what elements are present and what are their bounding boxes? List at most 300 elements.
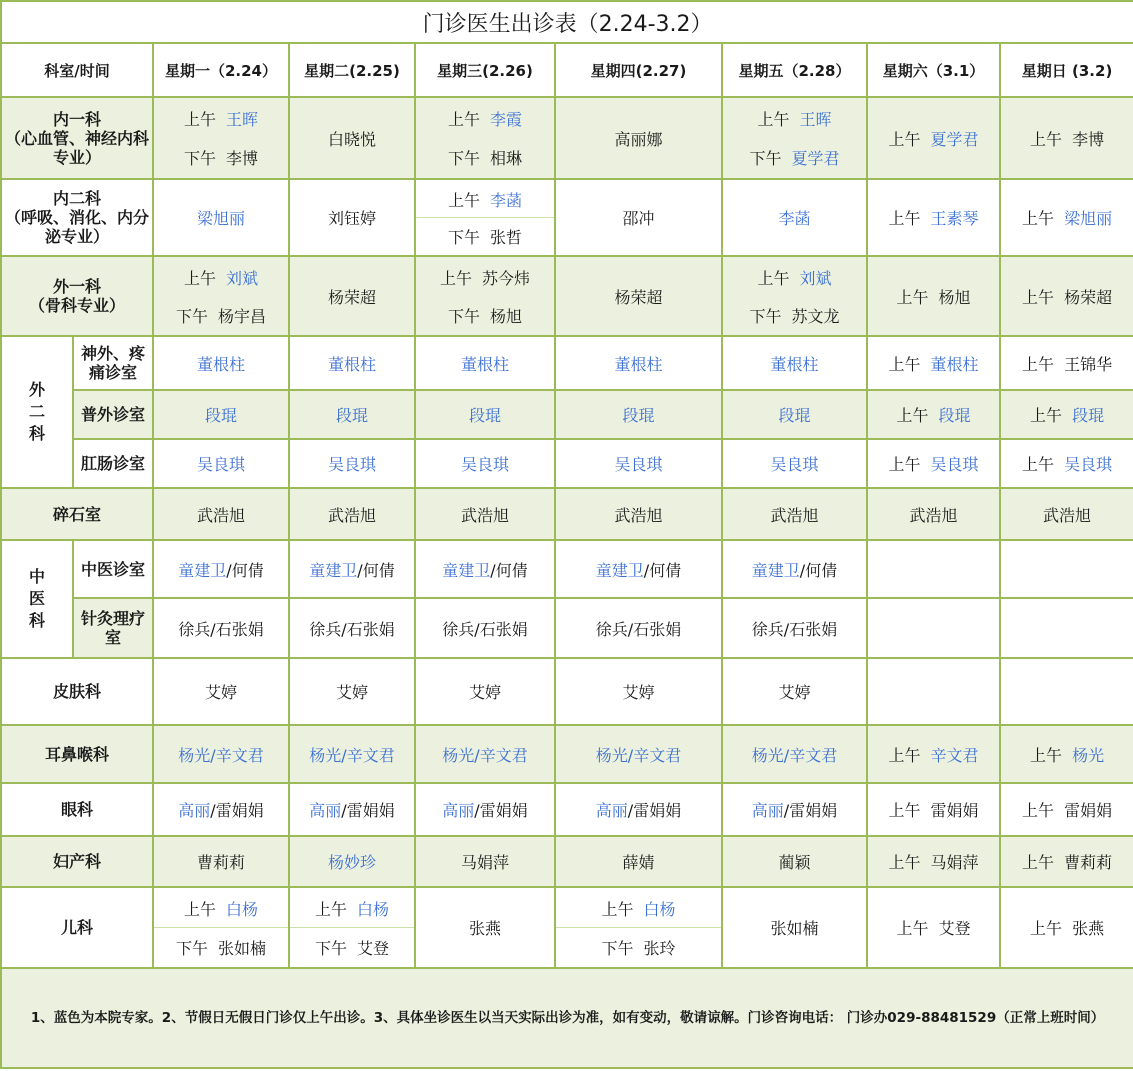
doctor-name: 吴良琪 — [770, 455, 819, 474]
pm-label: 下午 — [601, 938, 634, 958]
doctor-name: 何倩 — [805, 560, 838, 580]
doctor-name: 曹莉莉 — [196, 853, 245, 872]
cell-shenwai-sat — [867, 336, 1000, 390]
am-label: 上午 — [447, 190, 480, 210]
cell-erbi-sun — [1000, 725, 1133, 783]
doctor-name: 雷娟娟 — [789, 801, 838, 820]
doctor-name: 白杨 — [226, 899, 259, 919]
doctor-name: 张哲 — [490, 227, 523, 247]
cell-er-thu — [555, 887, 722, 968]
doctor-name: 段琨 — [1072, 406, 1105, 425]
cell-zhenjiu-sun — [1000, 598, 1133, 658]
cell-yan-fri — [722, 783, 867, 836]
dept-label: 内二科 （呼吸、消化、内分泌专业） — [4, 189, 149, 246]
doctor-name: 何倩 — [495, 560, 528, 580]
dept-wai1 — [1, 256, 153, 336]
cell-erbi-sat — [867, 725, 1000, 783]
cell-zhenjiu-sat — [867, 598, 1000, 658]
doctor-name: 李菡 — [490, 190, 523, 210]
cell-erbi-tue — [289, 725, 415, 783]
cell-yan-sat — [867, 783, 1000, 836]
doctor-name: 辛文君 — [346, 745, 395, 765]
row-wai2-gangchang — [1, 439, 1133, 488]
doctor-name: 董根柱 — [930, 354, 979, 374]
am-label: 上午 — [1022, 287, 1055, 307]
cell-suishi-sat: 武浩旭 — [867, 488, 1000, 540]
cell-puwai-mon — [153, 390, 289, 439]
dept-yan: 眼科 — [1, 783, 153, 836]
row-zhongyi-zhenjiu — [1, 598, 1133, 658]
dept-pifu: 皮肤科 — [1, 658, 153, 725]
cell-wai1-tue — [289, 256, 415, 336]
cell-pifu-thu: 艾婷 — [555, 658, 722, 725]
cell-gangchang-mon — [153, 439, 289, 488]
sub-shenwai: 神外、疼痛诊室 — [73, 336, 153, 390]
header-dept-time: 科室/时间 — [1, 43, 153, 97]
doctor-name: 童建卫 — [309, 560, 358, 580]
doctor-name: 张燕 — [468, 919, 501, 938]
doctor-name: 童建卫 — [178, 560, 227, 580]
row-wai1 — [1, 256, 1133, 336]
doctor-name: 董根柱 — [614, 354, 663, 374]
doctor-name: 辛文君 — [633, 745, 682, 765]
slash: / — [490, 560, 496, 580]
dept-label: 内一科 （心血管、神经内科专业） — [4, 109, 149, 167]
cell-nei2-fri — [722, 179, 867, 256]
cell-fuchan-thu — [555, 836, 722, 887]
cell-gangchang-wed — [415, 439, 555, 488]
cell-suishi-sun: 武浩旭 — [1000, 488, 1133, 540]
row-er — [1, 887, 1133, 968]
row-wai2-shenwai — [1, 336, 1133, 390]
cell-pifu-sat — [867, 658, 1000, 725]
am-label: 上午 — [888, 354, 921, 374]
row-zhongyi-zhenshi — [1, 540, 1133, 598]
slash: / — [799, 560, 806, 580]
cell-suishi-thu: 武浩旭 — [555, 488, 722, 540]
cell-shenwai-mon — [153, 336, 289, 390]
cell-gangchang-fri — [722, 439, 867, 488]
doctor-name: 雷娟娟 — [930, 801, 979, 820]
cell-wai1-mon — [153, 256, 289, 336]
cell-puwai-sat — [867, 390, 1000, 439]
row-nei2 — [1, 179, 1133, 256]
am-label: 上午 — [896, 919, 929, 938]
dept-nei2 — [1, 179, 153, 256]
cell-er-sat — [867, 887, 1000, 968]
am-label: 上午 — [888, 745, 921, 765]
doctor-name: 杨光 — [309, 745, 342, 765]
cell-nei1-thu — [555, 97, 722, 179]
slash: / — [341, 745, 347, 765]
doctor-name: 王素琴 — [930, 209, 979, 228]
doctor-name: 夏学君 — [791, 149, 840, 168]
doctor-name: 高丽娜 — [614, 129, 663, 149]
cell-gangchang-thu — [555, 439, 722, 488]
slash: / — [341, 801, 347, 820]
pm-label: 下午 — [314, 938, 347, 958]
doctor-name: 高丽 — [309, 801, 342, 820]
row-suishi — [1, 488, 1133, 540]
cell-shenwai-fri — [722, 336, 867, 390]
doctor-name: 杨荣超 — [327, 287, 376, 307]
doctor-name: 刘钰婷 — [327, 209, 376, 228]
doctor-name: 童建卫 — [751, 560, 800, 580]
pm-label: 下午 — [447, 227, 480, 247]
cell-nei1-wed — [415, 97, 555, 179]
am-label: 上午 — [447, 110, 480, 129]
doctor-name: 艾登 — [938, 919, 971, 938]
slash: / — [357, 560, 363, 580]
doctor-name: 夏学君 — [930, 129, 979, 149]
doctor-name: 梁旭丽 — [1064, 209, 1113, 228]
cell-yan-wed — [415, 783, 555, 836]
cell-nei1-sat — [867, 97, 1000, 179]
cell-nei1-fri — [722, 97, 867, 179]
row-pifu — [1, 658, 1133, 725]
dept-erbi: 耳鼻喉科 — [1, 725, 153, 783]
am-label: 上午 — [1022, 801, 1055, 820]
doctor-name: 马娟萍 — [930, 853, 979, 872]
doctor-name: 辛文君 — [479, 745, 528, 765]
doctor-name: 杨旭 — [938, 287, 971, 307]
doctor-name: 石张娟 — [346, 619, 395, 639]
pm-label: 下午 — [183, 149, 216, 168]
cell-nei2-tue — [289, 179, 415, 256]
cell-zhenshi-wed — [415, 540, 555, 598]
dept-fuchan: 妇产科 — [1, 836, 153, 887]
doctor-name: 艾登 — [357, 938, 390, 958]
doctor-name: 吴良琪 — [196, 455, 245, 474]
cell-suishi-fri: 武浩旭 — [722, 488, 867, 540]
cell-suishi-wed: 武浩旭 — [415, 488, 555, 540]
cell-fuchan-mon — [153, 836, 289, 887]
doctor-name: 徐兵 — [595, 619, 628, 639]
cell-yan-sun — [1000, 783, 1133, 836]
header-day-wed: 星期三(2.26) — [415, 43, 555, 97]
cell-puwai-sun — [1000, 390, 1133, 439]
cell-fuchan-tue — [289, 836, 415, 887]
doctor-name: 邵冲 — [622, 209, 655, 228]
doctor-name: 杨光 — [1072, 745, 1105, 765]
doctor-name: 吴良琪 — [614, 455, 663, 474]
doctor-name: 刘斌 — [799, 268, 832, 288]
cell-zhenjiu-mon — [153, 598, 289, 658]
am-label: 上午 — [896, 406, 929, 425]
doctor-name: 杨妙珍 — [327, 853, 376, 872]
cell-wai1-sat — [867, 256, 1000, 336]
row-wai2-puwai — [1, 390, 1133, 439]
header-day-sat: 星期六（3.1） — [867, 43, 1000, 97]
cell-zhenjiu-fri — [722, 598, 867, 658]
cell-fuchan-sat — [867, 836, 1000, 887]
cell-nei2-sun — [1000, 179, 1133, 256]
doctor-name: 何倩 — [231, 560, 264, 580]
doctor-name: 段琨 — [335, 406, 368, 425]
cell-yan-thu — [555, 783, 722, 836]
cell-nei2-mon — [153, 179, 289, 256]
am-label: 上午 — [1022, 455, 1055, 474]
doctor-name: 白杨 — [643, 899, 676, 919]
cell-zhenshi-fri — [722, 540, 867, 598]
doctor-name: 石张娟 — [633, 619, 682, 639]
pm-label: 下午 — [447, 149, 480, 168]
pm-label: 下午 — [749, 306, 782, 326]
doctor-name: 董根柱 — [770, 354, 819, 374]
row-erbi — [1, 725, 1133, 783]
sub-puwai: 普外诊室 — [73, 390, 153, 439]
doctor-name: 吴良琪 — [327, 455, 376, 474]
cell-erbi-mon — [153, 725, 289, 783]
doctor-name: 董根柱 — [196, 354, 245, 374]
header-day-sun: 星期日 (3.2) — [1000, 43, 1133, 97]
cell-erbi-fri — [722, 725, 867, 783]
slash: / — [210, 619, 216, 639]
doctor-name: 曹莉莉 — [1064, 853, 1113, 872]
doctor-name: 徐兵 — [309, 619, 342, 639]
am-label: 上午 — [314, 899, 347, 919]
dept-suishi: 碎石室 — [1, 488, 153, 540]
doctor-name: 徐兵 — [442, 619, 475, 639]
cell-fuchan-sun — [1000, 836, 1133, 887]
doctor-name: 辛文君 — [930, 745, 979, 765]
cell-fuchan-wed — [415, 836, 555, 887]
cell-zhenjiu-wed — [415, 598, 555, 658]
dept-label-vertical: 中医科 — [29, 567, 46, 630]
cell-pifu-sun — [1000, 658, 1133, 725]
doctor-name: 段琨 — [622, 406, 655, 425]
cell-zhenshi-tue — [289, 540, 415, 598]
pm-label: 下午 — [175, 306, 208, 326]
cell-zhenjiu-thu — [555, 598, 722, 658]
am-label: 上午 — [1030, 919, 1063, 938]
doctor-name: 苏今炜 — [482, 268, 531, 288]
doctor-name: 高丽 — [178, 801, 211, 820]
cell-zhenjiu-tue — [289, 598, 415, 658]
doctor-name: 段琨 — [468, 406, 501, 425]
am-label: 上午 — [1022, 354, 1055, 374]
sub-zhenjiu: 针灸理疗室 — [73, 598, 153, 658]
cell-shenwai-wed — [415, 336, 555, 390]
doctor-name: 杨宇昌 — [218, 306, 267, 326]
cell-shenwai-thu — [555, 336, 722, 390]
row-yan — [1, 783, 1133, 836]
am-label: 上午 — [439, 268, 472, 288]
cell-nei2-thu — [555, 179, 722, 256]
cell-zhenshi-sat — [867, 540, 1000, 598]
dept-nei1 — [1, 97, 153, 179]
doctor-name: 杨荣超 — [614, 287, 663, 307]
am-label: 上午 — [183, 899, 216, 919]
header-day-thu: 星期四(2.27) — [555, 43, 722, 97]
cell-wai1-thu — [555, 256, 722, 336]
slash: / — [783, 801, 790, 820]
doctor-name: 李菡 — [778, 209, 811, 228]
am-label: 上午 — [757, 110, 790, 129]
dept-zhongyi — [1, 540, 73, 658]
dept-wai2 — [1, 336, 73, 488]
doctor-name: 杨旭 — [490, 306, 523, 326]
cell-shenwai-sun — [1000, 336, 1133, 390]
cell-suishi-mon: 武浩旭 — [153, 488, 289, 540]
doctor-name: 徐兵 — [751, 619, 784, 639]
sub-gangchang: 肛肠诊室 — [73, 439, 153, 488]
doctor-name: 梁旭丽 — [196, 209, 245, 228]
pm-label: 下午 — [749, 149, 782, 168]
row-nei1 — [1, 97, 1133, 179]
doctor-name: 董根柱 — [460, 354, 509, 374]
cell-gangchang-tue — [289, 439, 415, 488]
pm-label: 下午 — [175, 938, 208, 958]
slash: / — [643, 560, 650, 580]
doctor-name: 相琳 — [490, 149, 523, 168]
am-label: 上午 — [896, 287, 929, 307]
cell-nei1-sun — [1000, 97, 1133, 179]
doctor-name: 董根柱 — [327, 354, 376, 374]
cell-wai1-fri — [722, 256, 867, 336]
am-label: 上午 — [183, 110, 216, 129]
doctor-name: 徐兵 — [178, 619, 211, 639]
cell-puwai-thu — [555, 390, 722, 439]
dept-er: 儿科 — [1, 887, 153, 968]
doctor-name: 辛文君 — [789, 745, 838, 765]
doctor-name: 石张娟 — [215, 619, 264, 639]
doctor-name: 段琨 — [778, 406, 811, 425]
doctor-name: 白杨 — [357, 899, 390, 919]
am-label: 上午 — [888, 209, 921, 228]
sub-zhongyi-zhenshi: 中医诊室 — [73, 540, 153, 598]
header-day-tue: 星期二(2.25) — [289, 43, 415, 97]
doctor-name: 雷娟娟 — [1064, 801, 1113, 820]
slash: / — [627, 745, 634, 765]
am-label: 上午 — [1022, 209, 1055, 228]
cell-wai1-sun — [1000, 256, 1133, 336]
cell-pifu-fri: 艾婷 — [722, 658, 867, 725]
doctor-name: 杨光 — [751, 745, 784, 765]
cell-gangchang-sat — [867, 439, 1000, 488]
doctor-name: 王晖 — [799, 110, 832, 129]
doctor-name: 石张娟 — [789, 619, 838, 639]
doctor-name: 李博 — [1072, 129, 1105, 149]
slash: / — [474, 801, 480, 820]
am-label: 上午 — [888, 801, 921, 820]
cell-zhenshi-sun — [1000, 540, 1133, 598]
cell-zhenshi-mon — [153, 540, 289, 598]
doctor-name: 白晓悦 — [327, 129, 376, 149]
slash: / — [210, 745, 216, 765]
doctor-name: 刘斌 — [226, 268, 259, 288]
dept-label-vertical: 外二科 — [29, 380, 46, 443]
slash: / — [474, 619, 480, 639]
cell-zhenshi-thu — [555, 540, 722, 598]
doctor-name: 李霞 — [490, 110, 523, 129]
cell-er-sun — [1000, 887, 1133, 968]
slash: / — [783, 619, 790, 639]
doctor-name: 张如楠 — [218, 938, 267, 958]
doctor-name: 雷娟娟 — [346, 801, 395, 820]
doctor-name: 杨光 — [442, 745, 475, 765]
doctor-name: 辛文君 — [215, 745, 264, 765]
am-label: 上午 — [183, 268, 216, 288]
cell-nei2-wed — [415, 179, 555, 256]
doctor-name: 何倩 — [362, 560, 395, 580]
cell-puwai-fri — [722, 390, 867, 439]
doctor-name: 段琨 — [204, 406, 237, 425]
doctor-name: 段琨 — [938, 406, 971, 425]
doctor-name: 雷娟娟 — [479, 801, 528, 820]
doctor-name: 王晖 — [226, 110, 259, 129]
cell-shenwai-tue — [289, 336, 415, 390]
cell-pifu-tue: 艾婷 — [289, 658, 415, 725]
doctor-name: 石张娟 — [479, 619, 528, 639]
doctor-name: 蔺颖 — [778, 853, 811, 872]
doctor-name: 高丽 — [442, 801, 475, 820]
doctor-name: 吴良琪 — [1064, 455, 1113, 474]
doctor-name: 杨光 — [595, 745, 628, 765]
cell-er-mon — [153, 887, 289, 968]
cell-nei1-mon — [153, 97, 289, 179]
am-label: 上午 — [1030, 129, 1063, 149]
cell-er-wed — [415, 887, 555, 968]
doctor-name: 吴良琪 — [930, 455, 979, 474]
slash: / — [627, 801, 634, 820]
slash: / — [783, 745, 790, 765]
doctor-name: 杨光 — [178, 745, 211, 765]
slash: / — [341, 619, 347, 639]
doctor-name: 雷娟娟 — [633, 801, 682, 820]
doctor-name: 苏文龙 — [791, 306, 840, 326]
doctor-name: 童建卫 — [442, 560, 491, 580]
doctor-name: 吴良琪 — [460, 455, 509, 474]
cell-erbi-thu — [555, 725, 722, 783]
footer-note: 1、蓝色为本院专家。2、节假日无假日门诊仅上午出诊。3、具体坐诊医生以当天实际出诊为准，如有变动，敬请谅解。门诊咨询电话： 门诊办029-88481529（正常上班时间） — [1, 968, 1133, 1068]
cell-fuchan-fri — [722, 836, 867, 887]
cell-wai1-wed — [415, 256, 555, 336]
am-label: 上午 — [1022, 853, 1055, 872]
doctor-name: 高丽 — [751, 801, 784, 820]
header-day-mon: 星期一（2.24） — [153, 43, 289, 97]
am-label: 上午 — [1030, 745, 1063, 765]
dept-label: 外一科 （骨科专业） — [28, 277, 125, 315]
cell-er-tue — [289, 887, 415, 968]
cell-gangchang-sun — [1000, 439, 1133, 488]
doctor-name: 张玲 — [643, 938, 676, 958]
pm-label: 下午 — [447, 306, 480, 326]
doctor-name: 高丽 — [595, 801, 628, 820]
doctor-name: 马娟萍 — [460, 853, 509, 872]
doctor-name: 王锦华 — [1064, 354, 1113, 374]
cell-nei2-sat — [867, 179, 1000, 256]
cell-suishi-tue: 武浩旭 — [289, 488, 415, 540]
cell-pifu-mon: 艾婷 — [153, 658, 289, 725]
slash: / — [210, 801, 216, 820]
doctor-name: 李博 — [226, 149, 259, 168]
am-label: 上午 — [601, 899, 634, 919]
am-label: 上午 — [888, 853, 921, 872]
slash: / — [627, 619, 634, 639]
doctor-name: 薛婧 — [622, 853, 655, 872]
cell-pifu-wed: 艾婷 — [415, 658, 555, 725]
cell-nei1-tue — [289, 97, 415, 179]
doctor-name: 何倩 — [649, 560, 682, 580]
header-day-fri: 星期五（2.28） — [722, 43, 867, 97]
cell-er-fri — [722, 887, 867, 968]
slash: / — [474, 745, 480, 765]
cell-yan-mon — [153, 783, 289, 836]
doctor-name: 张如楠 — [770, 919, 819, 938]
am-label: 上午 — [888, 455, 921, 474]
cell-puwai-wed — [415, 390, 555, 439]
